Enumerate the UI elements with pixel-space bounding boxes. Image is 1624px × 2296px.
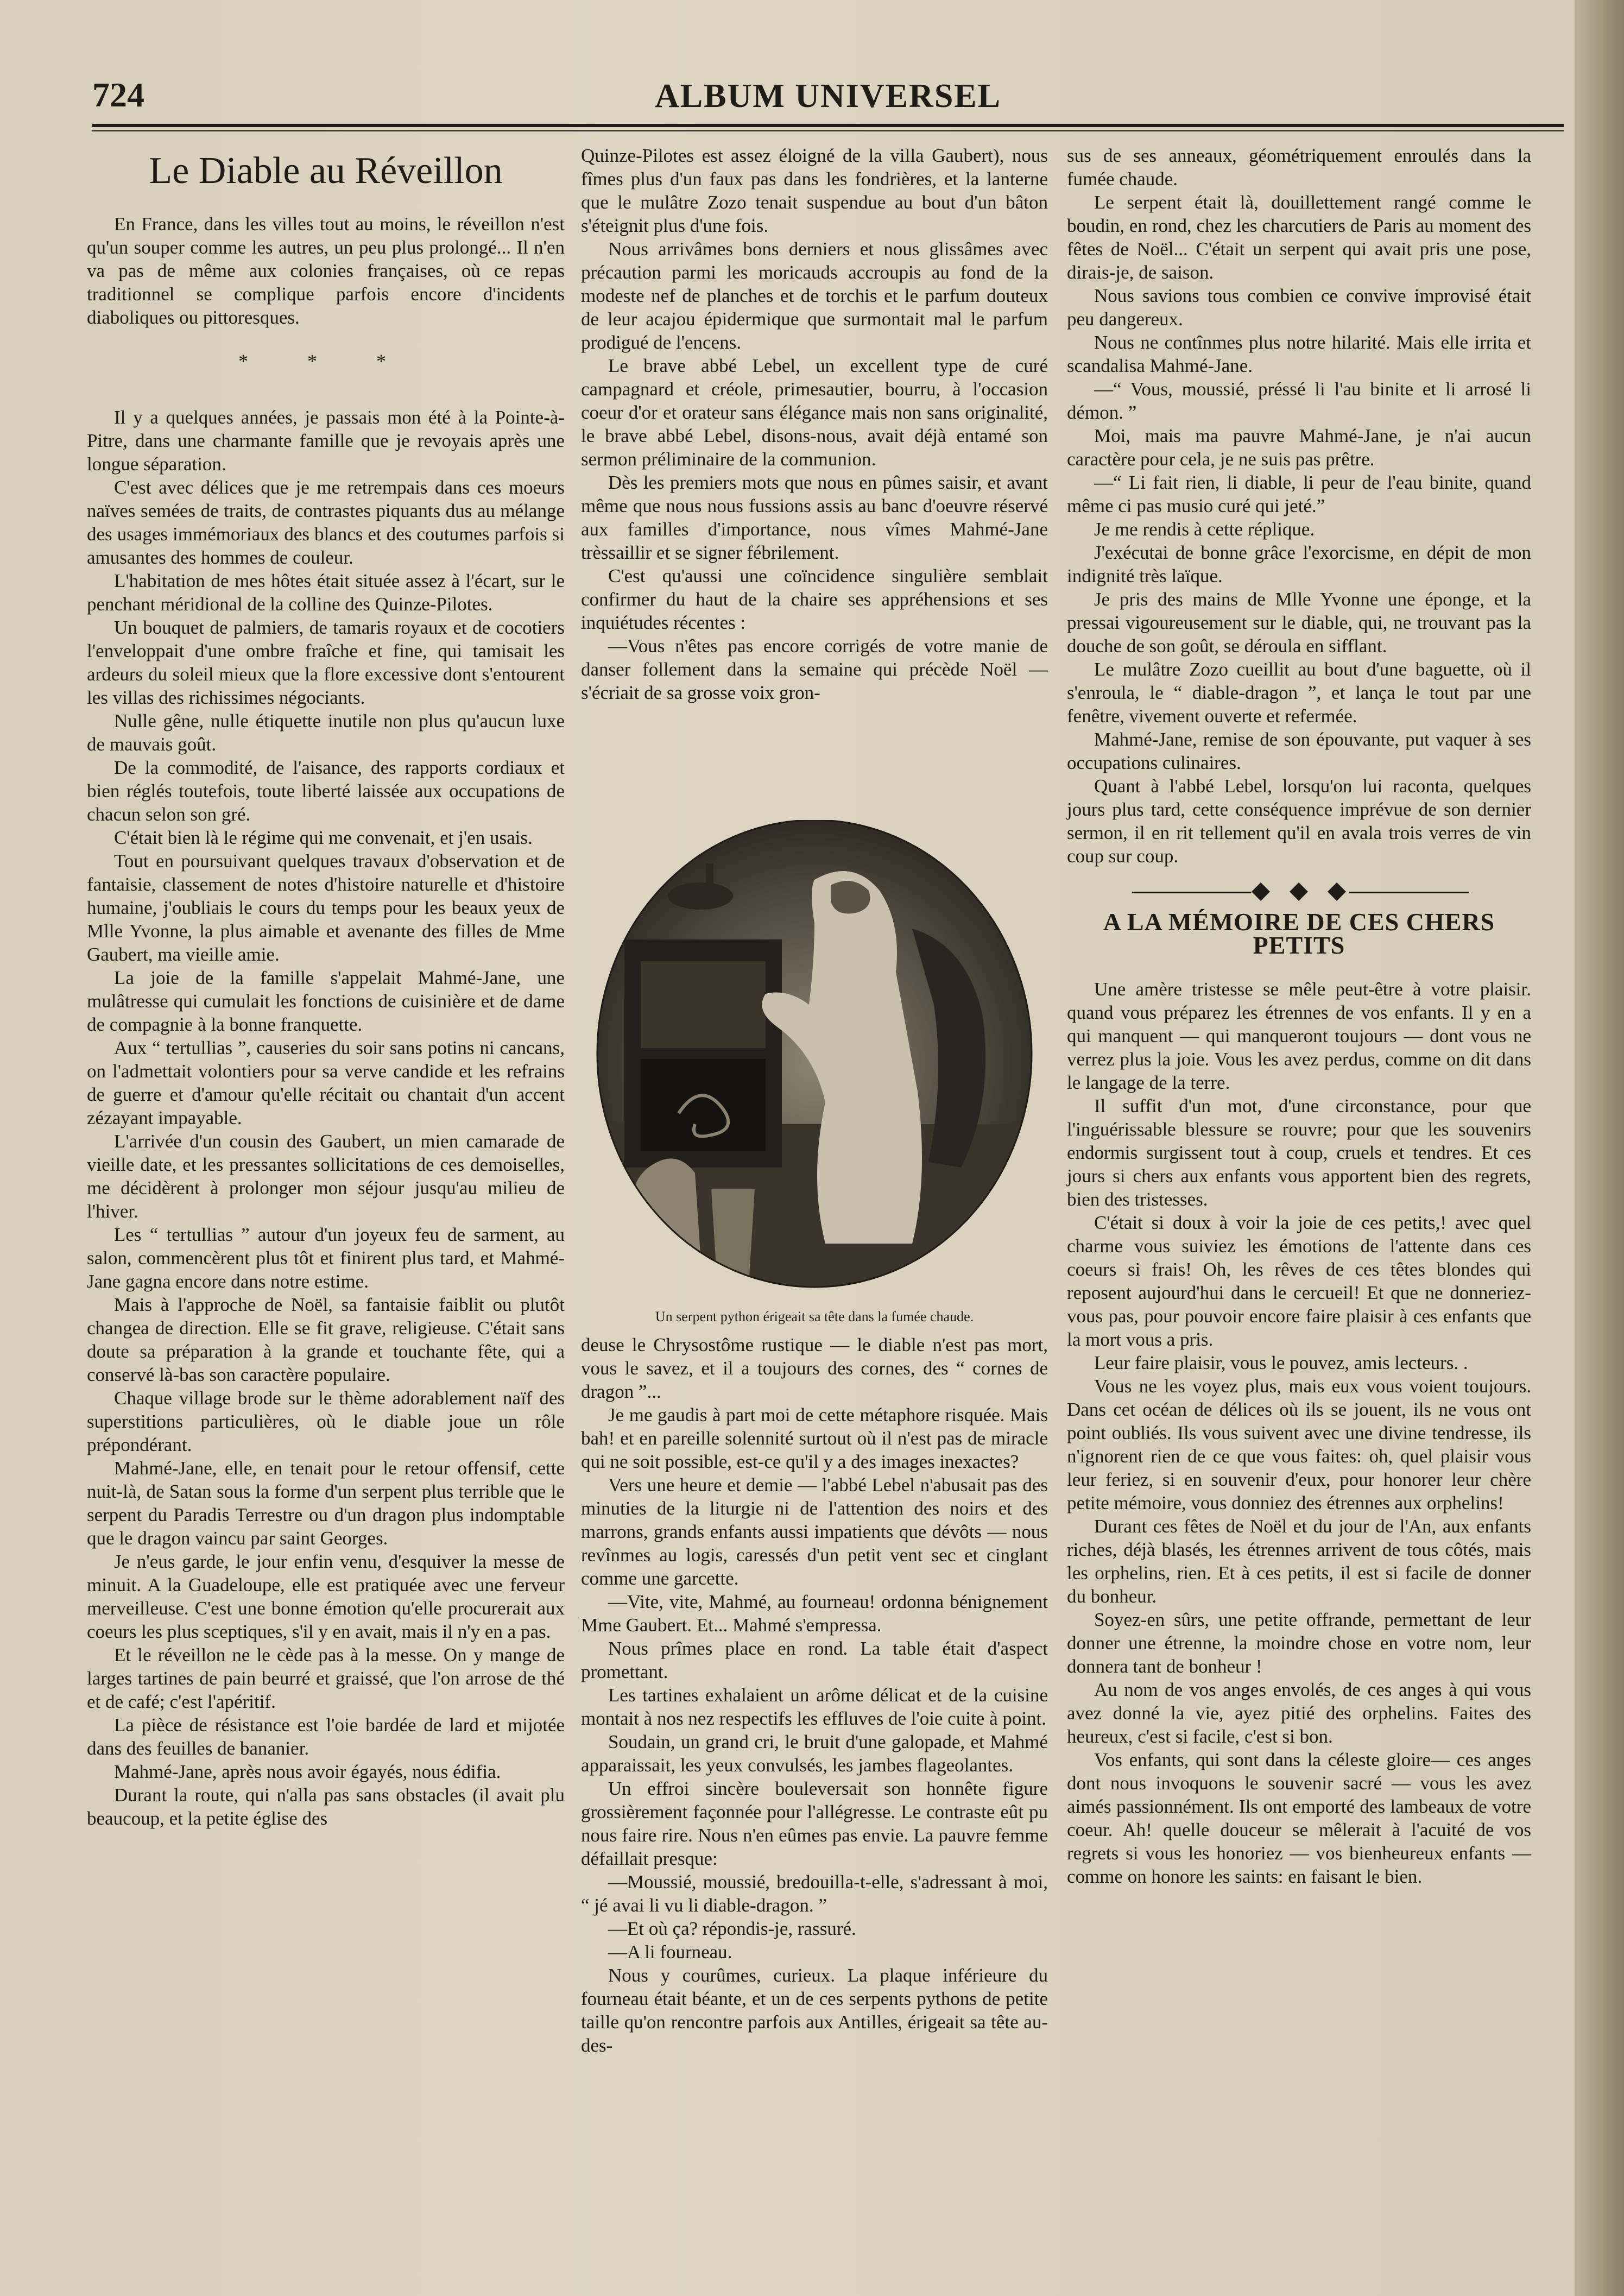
paragraph: —A li fourneau. — [608, 1941, 732, 1963]
paragraph: C'était si doux à voir la joie de ces petits,! avec quel charme vous suiviez les émotions de l'attente dans ces coeurs si frais! Oh, les rêves de ces têtes blondes qui reposent aujourd'hui dans le cercueil! Et que ne donneriez-vous pas, pour pouvoir encore faire plaisir à ces enfants que la mort vous a pris. — [1067, 1212, 1531, 1350]
paragraph: Nous prîmes place en rond. La table était d'aspect promettant. — [581, 1638, 1048, 1682]
paragraph: Un effroi sincère bouleversait son honnête figure grossièrement façonnée pour l'allégresse. Le contraste eût pu nous faire rire. Nous n'en eûmes pas envie. La pauvre femme défaillait presque: — [581, 1778, 1048, 1869]
paragraph: Nous savions tous combien ce convive improvisé était peu dangereux. — [1067, 285, 1531, 330]
paragraph: —Moussié, moussié, bredouilla-t-elle, s'adressant à moi, “ jé avai li vu li diable-dragon. ” — [581, 1871, 1048, 1916]
column-2-bottom — [581, 1333, 1048, 2057]
paragraph: L'habitation de mes hôtes était située assez à l'écart, sur le penchant méridional de la colline des Quinze-Pilotes. — [87, 570, 565, 615]
paragraph: Je n'eus garde, le jour enfin venu, d'esquiver la messe de minuit. A la Guadeloupe, elle est pratiquée avec une ferveur merveilleuse. C'est une bonne émotion qu'elle procurerait aux coeurs les plus sceptiques, s'il y en avait, mais il n'y en a pas. — [87, 1551, 565, 1642]
paragraph: Dès les premiers mots que nous en pûmes saisir, et avant même que nous nous fussions assis au banc d'oeuvre réservé aux familles d'importance, nous vîmes Mahmé-Jane trèssaillir et se signer fébrilement. — [581, 472, 1048, 563]
paragraph: sus de ses anneaux, géométriquement enroulés dans la fumée chaude. — [1067, 145, 1531, 190]
section-title: A LA MÉMOIRE DE CES CHERS PETITS — [1103, 908, 1495, 959]
paragraph: L'arrivée d'un cousin des Gaubert, un mien camarade de vieille date, et les pressantes sollicitations de ces demoiselles, me décidèrent à prolonger mon séjour jusqu'au milieu de l'hiver. — [87, 1131, 565, 1222]
paragraph: La pièce de résistance est l'oie bardée de lard et mijotée dans des feuilles de bananier. — [87, 1714, 565, 1759]
paragraph: C'est avec délices que je me retrempais dans ces moeurs naïves semées de traits, de contrastes piquants dus au mélange des usages immémoriaux des blancs et des coutumes parfois si amusantes des hommes de couleur. — [87, 477, 565, 568]
paragraph: C'était bien là le régime qui me convenait, et j'en usais. — [114, 827, 533, 848]
column-3 — [1067, 144, 1531, 1888]
masthead: ALBUM UNIVERSEL — [654, 78, 1002, 115]
paragraph: deuse le Chrysostôme rustique — le diable n'est pas mort, vous le savez, et il a toujours des cornes, des “ cornes de dragon ”... — [581, 1334, 1048, 1402]
header-rule — [92, 124, 1564, 127]
paragraph: Nous y courûmes, curieux. La plaque inférieure du fourneau était béante, et un de ces serpents pythons de petite taille qu'on rencontre parfois aux Antilles, érigeait sa tête au-des- — [581, 1965, 1048, 2056]
page-number: 724 — [92, 75, 144, 114]
paragraph: Soyez-en sûrs, une petite offrande, permettant de leur donner une étrenne, la moindre chose en votre nom, leur donnera tant de bonheur ! — [1067, 1609, 1531, 1677]
paragraph: La joie de la famille s'appelait Mahmé-Jane, une mulâtresse qui cumulait les fonctions de cuisinière et de dame de compagnie à la bonne franquette. — [87, 967, 565, 1035]
paragraph: Un bouquet de palmiers, de tamaris royaux et de cocotiers l'enveloppait d'une ombre fraîche et fine, qui tamisait les ardeurs du soleil mieux que la flore excessive dont s'entourent les villas des richissimes négociants. — [87, 617, 565, 708]
paragraph: Aux “ tertullias ”, causeries du soir sans potins ni cancans, on l'admettait volontiers pour sa verve candide et les refrains de guerre et d'amour qu'elle récitait ou chantait d'un accent zézayant impayable. — [87, 1037, 565, 1128]
paragraph: —Et où ça? répondis-je, rassuré. — [608, 1918, 856, 1939]
column-1 — [87, 144, 565, 1830]
paragraph: Le serpent était là, douillettement rangé comme le boudin, en rond, chez les charcutiers de Paris au moment des fêtes de Noël... C'était un serpent qui avait pris une pose, dirais-je, de saison. — [1067, 192, 1531, 283]
paragraph: Mais à l'approche de Noël, sa fantaisie faiblit ou plutôt changea de direction. Elle se fit grave, religieuse. C'était sans doute sa préparation à la grande et touchante fête, qui a conservé là-bas son caractère populaire. — [87, 1294, 565, 1385]
paragraph: Je pris des mains de Mlle Yvonne une éponge, et la pressai vigoureusement sur le diable, qui, ne trouvant pas la douche de son goût, se déroula en sifflant. — [1067, 589, 1531, 657]
paragraph: Quant à l'abbé Lebel, lorsqu'on lui raconta, quelques jours plus tard, cette conséquence imprévue de son dernier sermon, il en rit tellement qu'il en avala trois verres de vin coup sur coup. — [1067, 775, 1531, 867]
paragraph: C'est qu'aussi une coïncidence singulière semblait confirmer du haut de la chaire ses appréhensions et ses inquiétudes récentes : — [581, 565, 1048, 633]
paragraph: Moi, mais ma pauvre Mahmé-Jane, je n'ai aucun caractère pour cela, je ne suis pas prêtre. — [1067, 425, 1531, 470]
paragraph: J'exécutai de bonne grâce l'exorcisme, en dépit de mon indignité très laïque. — [1067, 542, 1531, 586]
paragraph: Il y a quelques années, je passais mon été à la Pointe-à-Pitre, dans une charmante famille que je revoyais après une longue séparation. — [87, 407, 565, 475]
paragraph: En France, dans les villes tout au moins, le réveillon n'est qu'un souper comme les autres, un peu plus prolongé... Il n'en va pas de même aux colonies françaises, où ce repas traditionnel se complique parfois encore d'incidents diaboliques ou pittoresques. — [87, 213, 565, 328]
paragraph: De la commodité, de l'aisance, des rapports cordiaux et bien réglés toutefois, toute liberté laissée aux occupations de chacun selon son gré. — [87, 757, 565, 825]
paragraph: Nulle gêne, nulle étiquette inutile non plus qu'aucun luxe de mauvais goût. — [87, 710, 565, 755]
section-ornament — [1067, 879, 1531, 906]
ornament-diamond — [1252, 882, 1270, 901]
paragraph: Soudain, un grand cri, le bruit d'une galopade, et Mahmé apparaissait, les yeux convulsés, les jambes flageolantes. — [581, 1731, 1048, 1776]
paragraph: Vos enfants, qui sont dans la céleste gloire— ces anges dont nous invoquons le souvenir sacré — vous les avez aimés passionnément. Ils ont emporté des lambeaux de votre coeur. Ah! quelle douceur se mêlerait à l'acuité de vos regrets si vous les honoriez — vos bienheureux enfants — comme on honore les saints: en faisant le bien. — [1067, 1749, 1531, 1887]
paragraph: Le brave abbé Lebel, un excellent type de curé campagnard et créole, primesautier, bourru, à l'occasion coeur d'or et orateur sans élégance mais non sans originalité, le brave abbé Lebel, disons-nous, avait déjà entamé son sermon préliminaire de la communion. — [581, 355, 1048, 470]
paragraph: Mahmé-Jane, après nous avoir égayés, nous édifia. — [114, 1761, 501, 1782]
paragraph: Les tartines exhalaient un arôme délicat et de la cuisine montait à nos nez respectifs les effluves de l'oie cuite à point. — [581, 1685, 1048, 1729]
paragraph: Nous arrivâmes bons derniers et nous glissâmes avec précaution parmi les moricauds accroupis au fond de la modeste nef de planches et de torchis et le parfum douteux de leur acajou épidermique que surmontait mal le parfum prodigué de l'encens. — [581, 238, 1048, 353]
paragraph: Leur faire plaisir, vous le pouvez, amis lecteurs. . — [1094, 1352, 1468, 1373]
paragraph: Mahmé-Jane, elle, en tenait pour le retour offensif, cette nuit-là, de Satan sous la forme d'un serpent plus terrible que le serpent du Paradis Terrestre ou d'un dragon plus indomptable que le dragon vaincu par saint Georges. — [87, 1458, 565, 1549]
illustration-caption: Un serpent python érigeait sa tête dans la fumée chaude. — [655, 1309, 974, 1324]
paragraph: Vous ne les voyez plus, mais eux vous voient toujours. Dans cet océan de délices où ils se jouent, ils ne vous ont point oubliés. Ils vous suivent avec une divine tendresse, ils n'ignorent rien de ce que vous faites: oh, quel plaisir vous leur feriez, si en souvenir d'eux, pour honorer leur chère petite mémoire, vous donniez des étrennes aux orphelins! — [1067, 1376, 1531, 1513]
paragraph: Le mulâtre Zozo cueillit au bout d'une baguette, où il s'enroula, le “ diable-dragon ”, et lança le tout par une fenêtre, vivement ouverte et refermée. — [1067, 659, 1531, 727]
ornament-diamond — [1290, 882, 1308, 901]
ornament-line — [1349, 892, 1469, 893]
header-rule-thin — [92, 130, 1564, 131]
paragraph: Durant la route, qui n'alla pas sans obstacles (il avait plu beaucoup, et la petite église des — [87, 1784, 565, 1829]
paragraph: Je me rendis à cette réplique. — [1094, 519, 1315, 540]
paragraph: Je me gaudis à part moi de cette métaphore risquée. Mais bah! et en pareille solennité surtout où il n'est pas de miracle qui ne soit possible, est-ce qu'il y a des images inexactes? — [581, 1404, 1048, 1472]
article-title: Le Diable au Réveillon — [149, 150, 503, 192]
page-binding-edge — [1575, 0, 1624, 2296]
paragraph: —“ Vous, moussié, préssé li l'au binite et li arrosé li démon. ” — [1067, 379, 1531, 423]
section-break: * * * — [238, 350, 413, 372]
paragraph: Il suffit d'un mot, d'une circonstance, pour que l'inguérissable blessure se rouvre; pour que les souvenirs endormis surgissent tout à coup, cruels et tendres. Et ces jours si chers aux enfants vous apportent bien des regrets, bien des tristesses. — [1067, 1095, 1531, 1210]
ornament-diamond — [1328, 882, 1346, 901]
paragraph: Quinze-Pilotes est assez éloigné de la villa Gaubert), nous fîmes plus d'un faux pas dans les fondrières, et la lanterne que le mulâtre Zozo tenait suspendue au bout d'un bâton s'éteignit plus d'une fois. — [581, 145, 1048, 236]
paragraph: Vers une heure et demie — l'abbé Lebel n'abusait pas des minuties de la liturgie ni de l'attention des noirs et des marrons, grands enfants aussi impatients que dévôts — nous revînmes au logis, caressés d'un petit vent sec et cinglant comme une garcette. — [581, 1474, 1048, 1589]
paragraph: Tout en poursuivant quelques travaux d'observation et de fantaisie, classement de notes d'histoire naturelle et d'histoire humaine, j'oubliais le cours du temps pour les beaux yeux de Mlle Yvonne, la plus aimable et avenante des filles de Mme Gaubert, ma vieille amie. — [87, 850, 565, 965]
paragraph: Durant ces fêtes de Noël et du jour de l'An, aux enfants riches, déjà blasés, les étrennes arrivent de tous côtés, mais les orphelins, rien. Et à ces petits, il est si facile de donner du bonheur. — [1067, 1516, 1531, 1607]
paragraph: Au nom de vos anges envolés, de ces anges à qui vous avez donné la vie, ayez pitié des orphelins. Faites des heureux, c'est si facile, c'est si bon. — [1067, 1679, 1531, 1747]
paragraph: Les “ tertullias ” autour d'un joyeux feu de sarment, au salon, commencèrent plus tôt et finirent plus tard, et Mahmé-Jane gagna encore dans notre estime. — [87, 1224, 565, 1292]
ornament-line — [1132, 892, 1252, 893]
paragraph: —Vous n'êtes pas encore corrigés de votre manie de danser follement dans la semaine qui précède Noël — s'écriait de sa grosse voix gron- — [581, 635, 1048, 703]
paragraph: Nous ne contînmes plus notre hilarité. Mais elle irrita et scandalisa Mahmé-Jane. — [1067, 332, 1531, 376]
paragraph: Une amère tristesse se mêle peut-être à votre plaisir. quand vous préparez les étrennes de vos enfants. Il y en a qui manquent — qui manqueront toujours — dont vous ne verrez plus la joie. Vous les avez perdus, comme on dit dans le langage de la terre. — [1067, 979, 1531, 1093]
paragraph: Chaque village brode sur le thème adorablement naïf des superstitions particulières, où le diable joue un rôle prépondérant. — [87, 1387, 565, 1455]
column-2-top — [581, 144, 1048, 704]
paragraph: Mahmé-Jane, remise de son épouvante, put vaquer à ses occupations culinaires. — [1067, 729, 1531, 773]
paragraph: —Vite, vite, Mahmé, au fourneau! ordonna bénignement Mme Gaubert. Et... Mahmé s'empressa. — [581, 1591, 1048, 1636]
page-header — [92, 75, 1564, 129]
stove-illustration — [581, 820, 1048, 1303]
paragraph: —“ Li fait rien, li diable, li peur de l'eau binite, quand même ci pas musio curé qui jeté.” — [1067, 472, 1531, 516]
paragraph: Et le réveillon ne le cède pas à la messe. On y mange de larges tartines de pain beurré et graissé, que l'on arrose de thé et de café; c'est l'apéritif. — [87, 1644, 565, 1712]
